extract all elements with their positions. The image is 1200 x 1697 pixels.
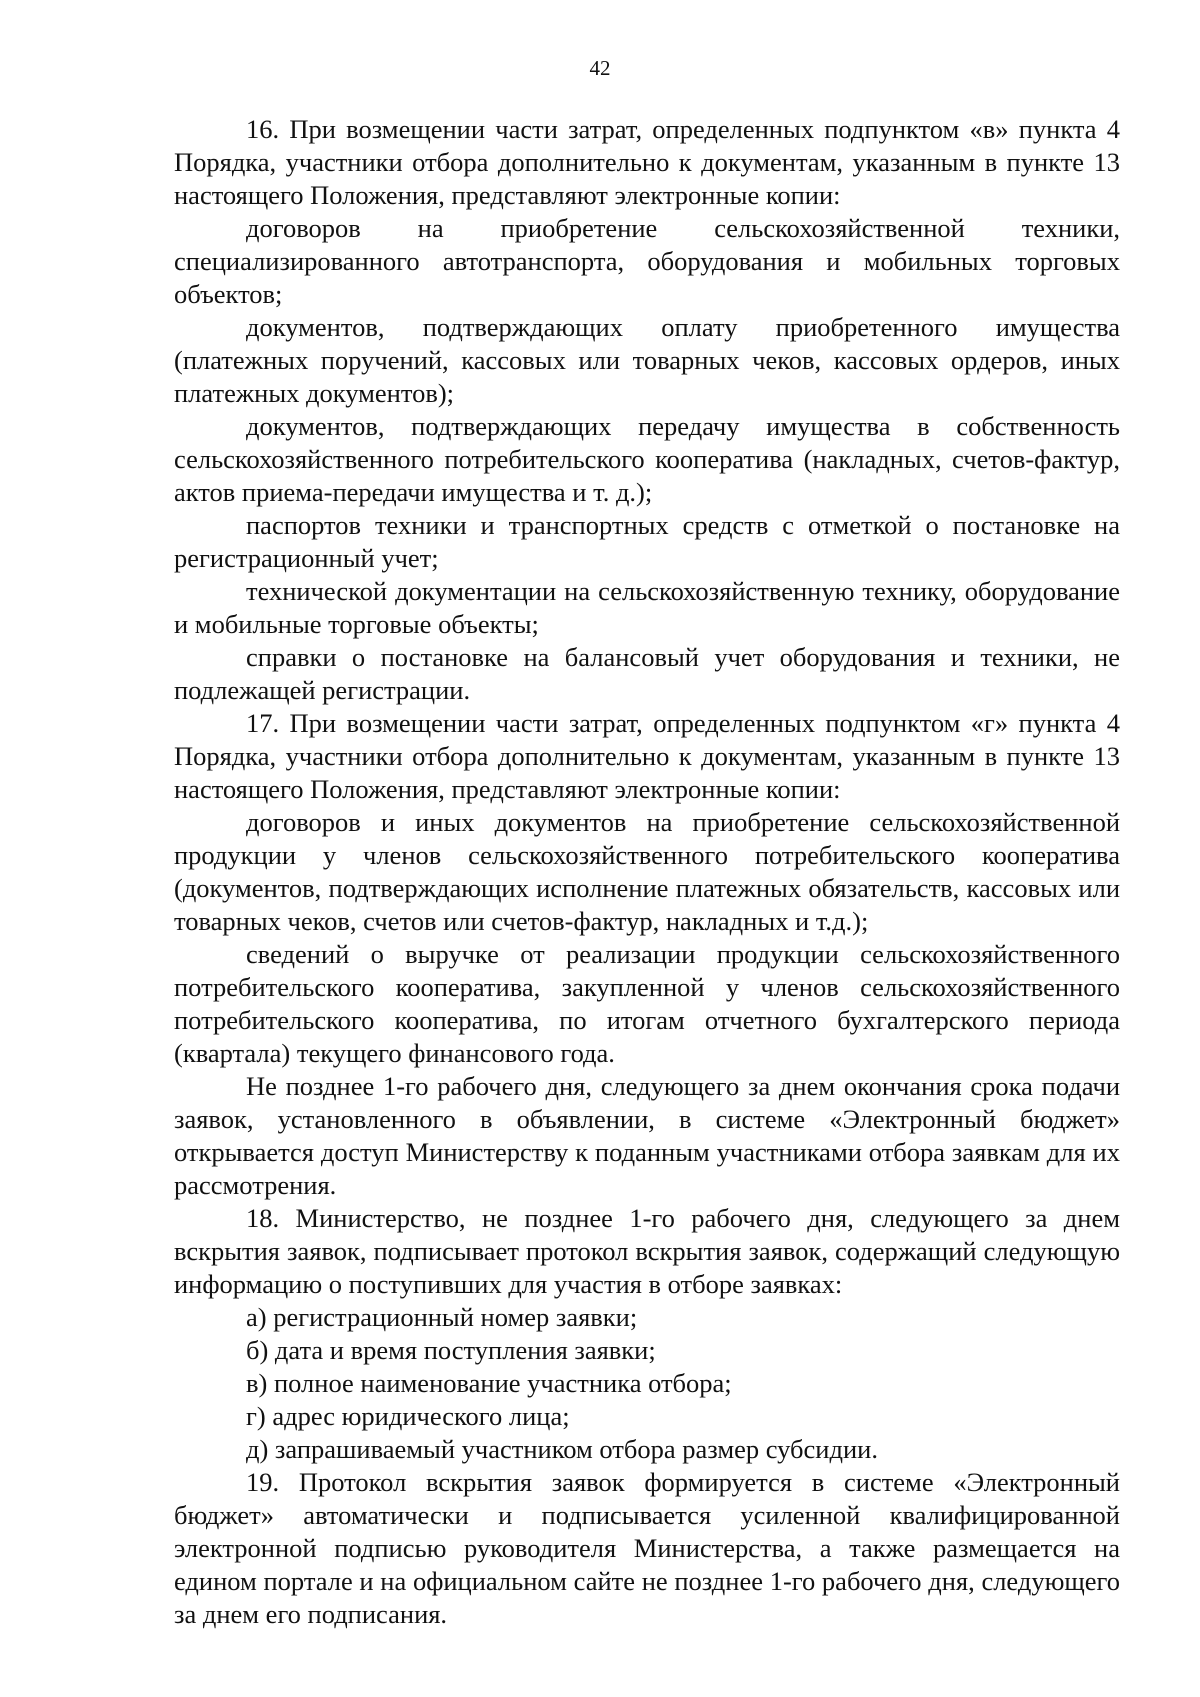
paragraph-16-payment-documents: документов, подтверждающих оплату приобретенного имущества (платежных поручений, кассовых или товарных чеков, кассовых ордеров, иных платежных документов); — [174, 312, 1120, 408]
list-item-b: б) дата и время поступления заявки; — [246, 1335, 656, 1365]
list-item-g: г) адрес юридического лица; — [246, 1401, 570, 1431]
paragraph-16-transfer-documents: документов, подтверждающих передачу имущества в собственность сельскохозяйственного потребительского кооператива (накладных, счетов-фактур, актов приема-передачи имущества и т. д.); — [174, 411, 1120, 507]
list-item-a: а) регистрационный номер заявки; — [246, 1302, 638, 1332]
paragraph-17-intro: 17. При возмещении части затрат, определенных подпунктом «г» пункта 4 Порядка, участники отбора дополнительно к документам, указанным в пункте 13 настоящего Положения, представляют электронные копии: — [174, 708, 1120, 804]
paragraph-16-contracts: договоров на приобретение сельскохозяйственной техники, специализированного автотранспорта, оборудования и мобильных торговых объектов; — [174, 213, 1120, 309]
paragraph-17-revenue-information: сведений о выручке от реализации продукции сельскохозяйственного потребительского кооператива, закупленной у членов сельскохозяйственного потребительского кооператива, по итогам отчетного бухгалтерского периода (квартала) текущего финансового года. — [174, 939, 1120, 1068]
paragraph-17-purchase-contracts: договоров и иных документов на приобретение сельскохозяйственной продукции у членов сельскохозяйственного потребительского кооператива (документов, подтверждающих исполнение платежных обязательств, кассовых или товарных чеков, счетов или счетов-фактур, накладных и т.д.); — [174, 807, 1120, 936]
paragraph-16-vehicle-passports: паспортов техники и транспортных средств с отметкой о постановке на регистрационный учет; — [174, 510, 1120, 573]
list-item-v: в) полное наименование участника отбора; — [246, 1368, 732, 1398]
paragraph-access-to-applications: Не позднее 1-го рабочего дня, следующего за днем окончания срока подачи заявок, установленного в объявлении, в системе «Электронный бюджет» открывается доступ Министерству к поданным участниками отбора заявкам для их рассмотрения. — [174, 1071, 1120, 1200]
paragraph-19: 19. Протокол вскрытия заявок формируется в системе «Электронный бюджет» автоматически и подписывается усиленной квалифицированной электронной подписью руководителя Министерства, а также размещается на едином портале и на официальном сайте не позднее 1-го рабочего дня, следующего за днем его подписания. — [174, 1467, 1120, 1629]
document-body — [174, 113, 1120, 1631]
paragraph-16-intro: 16. При возмещении части затрат, определенных подпунктом «в» пункта 4 Порядка, участники отбора дополнительно к документам, указанным в пункте 13 настоящего Положения, представляют электронные копии: — [174, 114, 1120, 210]
paragraph-16-technical-documentation: технической документации на сельскохозяйственную технику, оборудование и мобильные торговые объекты; — [174, 576, 1120, 639]
page-number: 42 — [589, 56, 611, 80]
list-item-d: д) запрашиваемый участником отбора размер субсидии. — [246, 1434, 878, 1464]
paragraph-16-balance-certificate: справки о постановке на балансовый учет оборудования и техники, не подлежащей регистрации. — [174, 642, 1120, 705]
paragraph-18-intro: 18. Министерство, не позднее 1-го рабочего дня, следующего за днем вскрытия заявок, подписывает протокол вскрытия заявок, содержащий следующую информацию о поступивших для участия в отборе заявках: — [174, 1203, 1120, 1299]
